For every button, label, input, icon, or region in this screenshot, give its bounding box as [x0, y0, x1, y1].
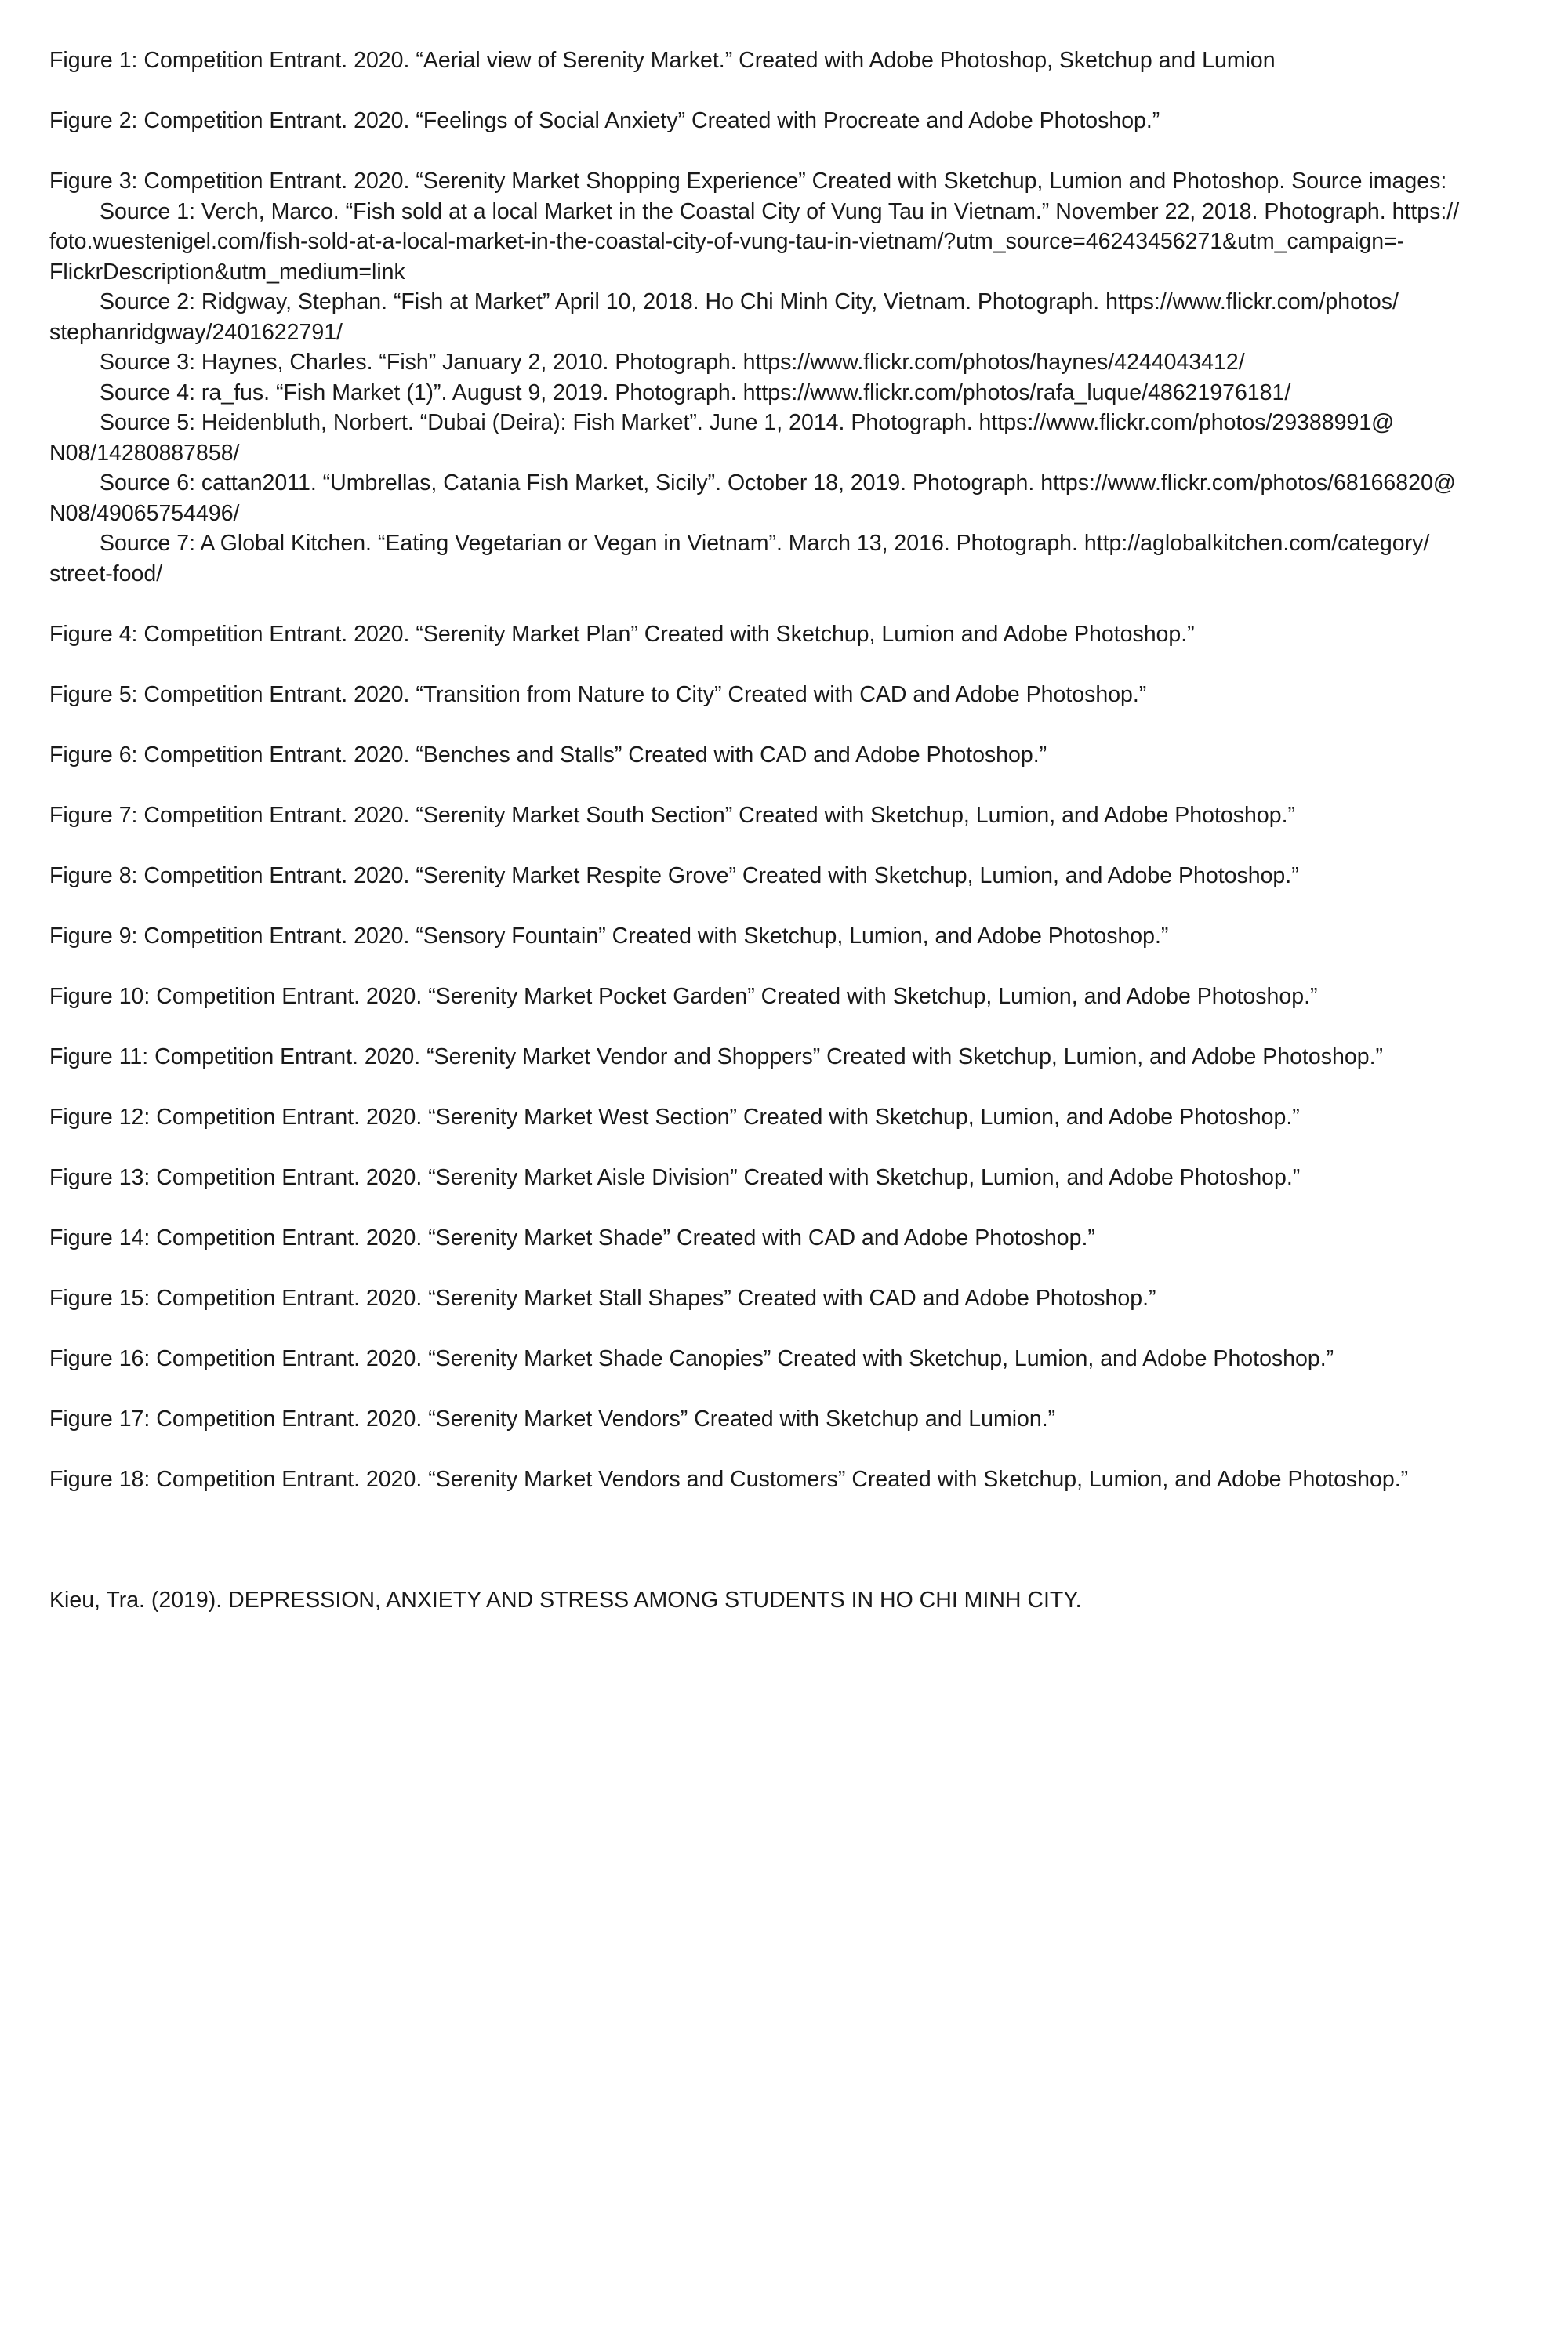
figure-credits-page — [49, 45, 1523, 1615]
source-2-first-line: Source 2: Ridgway, Stephan. “Fish at Market” April 10, 2018. Ho Chi Minh City, Vietnam. Photograph. https://www.flickr.com/photos/ — [100, 289, 1399, 314]
source-2-cont-line: stephanridgway/2401622791/ — [49, 319, 343, 345]
figure-credit-13: Figure 13: Competition Entrant. 2020. “Serenity Market Aisle Division” Created with Sketchup, Lumion, and Adobe Photoshop.” — [49, 1164, 1301, 1190]
source-1-first-line: Source 1: Verch, Marco. “Fish sold at a local Market in the Coastal City of Vung Tau in Vietnam.” November 22, 2018. Photograph. https:// — [100, 198, 1460, 224]
source-2 — [49, 287, 1523, 347]
figure-credit-12: Figure 12: Competition Entrant. 2020. “Serenity Market West Section” Created with Sketchup, Lumion, and Adobe Photoshop.” — [49, 1104, 1300, 1130]
figure-credit-2: Figure 2: Competition Entrant. 2020. “Feelings of Social Anxiety” Created with Procreate and Adobe Photoshop.” — [49, 108, 1160, 133]
source-1-cont-line: foto.wuestenigel.com/fish-sold-at-a-local-market-in-the-coastal-city-of-vung-tau-in-vietnam/?utm_source=46243456271&utm_campaign=- — [49, 229, 1405, 254]
source-1 — [49, 197, 1523, 288]
source-4 — [49, 378, 1523, 408]
figure-credit-3: Figure 3: Competition Entrant. 2020. “Serenity Market Shopping Experience” Created with Sketchup, Lumion and Photoshop. Source images: — [49, 169, 1447, 194]
figure-credit-17: Figure 17: Competition Entrant. 2020. “Serenity Market Vendors” Created with Sketchup and Lumion.” — [49, 1406, 1056, 1432]
figure-credit-11: Figure 11: Competition Entrant. 2020. “Serenity Market Vendor and Shoppers” Created with Sketchup, Lumion, and Adobe Photoshop.” — [49, 1044, 1383, 1069]
source-4-first-line: Source 4: ra_fus. “Fish Market (1)”. August 9, 2019. Photograph. https://www.flickr.com/photos/rafa_luque/48621976181/ — [100, 379, 1291, 405]
source-3 — [49, 347, 1523, 378]
figure-credit-18: Figure 18: Competition Entrant. 2020. “Serenity Market Vendors and Customers” Created with Sketchup, Lumion, and Adobe Photoshop.” — [49, 1466, 1409, 1492]
source-5-first-line: Source 5: Heidenbluth, Norbert. “Dubai (Deira): Fish Market”. June 1, 2014. Photograph. https://www.flickr.com/photos/29388991@ — [100, 410, 1395, 435]
figure-credit-15: Figure 15: Competition Entrant. 2020. “Serenity Market Stall Shapes” Created with CAD and Adobe Photoshop.” — [49, 1285, 1156, 1311]
source-6-first-line: Source 6: cattan2011. “Umbrellas, Catania Fish Market, Sicily”. October 18, 2019. Photograph. https://www.flickr.com/photos/68166820@ — [100, 470, 1456, 495]
figure-credit-5: Figure 5: Competition Entrant. 2020. “Transition from Nature to City” Created with CAD and Adobe Photoshop.” — [49, 681, 1147, 707]
figure-credit-9: Figure 9: Competition Entrant. 2020. “Sensory Fountain” Created with Sketchup, Lumion, and Adobe Photoshop.” — [49, 923, 1169, 949]
source-6 — [49, 468, 1523, 528]
source-7-first-line: Source 7: A Global Kitchen. “Eating Vegetarian or Vegan in Vietnam”. March 13, 2016. Photograph. http://aglobalkitchen.com/category/ — [100, 531, 1430, 556]
figure-credit-10: Figure 10: Competition Entrant. 2020. “Serenity Market Pocket Garden” Created with Sketchup, Lumion, and Adobe Photoshop.” — [49, 983, 1318, 1009]
figure-credit-3-block — [49, 166, 1523, 589]
figure-credit-4: Figure 4: Competition Entrant. 2020. “Serenity Market Plan” Created with Sketchup, Lumion and Adobe Photoshop.” — [49, 621, 1195, 647]
source-5-cont-line: N08/14280887858/ — [49, 440, 240, 466]
figure-credit-8: Figure 8: Competition Entrant. 2020. “Serenity Market Respite Grove” Created with Sketchup, Lumion, and Adobe Photoshop.” — [49, 862, 1299, 888]
figure-credit-16: Figure 16: Competition Entrant. 2020. “Serenity Market Shade Canopies” Created with Sketchup, Lumion, and Adobe Photoshop.” — [49, 1345, 1334, 1371]
figure-credit-1: Figure 1: Competition Entrant. 2020. “Aerial view of Serenity Market.” Created with Adobe Photoshop, Sketchup and Lumion — [49, 48, 1276, 73]
source-7-cont-line: street-food/ — [49, 561, 163, 586]
source-5 — [49, 408, 1523, 468]
source-7 — [49, 528, 1523, 589]
reference-citation: Kieu, Tra. (2019). DEPRESSION, ANXIETY AND STRESS AMONG STUDENTS IN HO CHI MINH CITY. — [49, 1587, 1082, 1613]
section-spacer — [49, 1525, 1523, 1585]
source-3-first-line: Source 3: Haynes, Charles. “Fish” January 2, 2010. Photograph. https://www.flickr.com/photos/haynes/4244043412/ — [100, 350, 1245, 375]
figure-credit-6: Figure 6: Competition Entrant. 2020. “Benches and Stalls” Created with CAD and Adobe Photoshop.” — [49, 742, 1047, 768]
figure-credit-7: Figure 7: Competition Entrant. 2020. “Serenity Market South Section” Created with Sketchup, Lumion, and Adobe Photoshop.” — [49, 802, 1295, 828]
figure-credit-14: Figure 14: Competition Entrant. 2020. “Serenity Market Shade” Created with CAD and Adobe Photoshop.” — [49, 1225, 1095, 1250]
source-6-cont-line: N08/49065754496/ — [49, 500, 240, 526]
source-1-cont-line: FlickrDescription&utm_medium=link — [49, 259, 405, 285]
